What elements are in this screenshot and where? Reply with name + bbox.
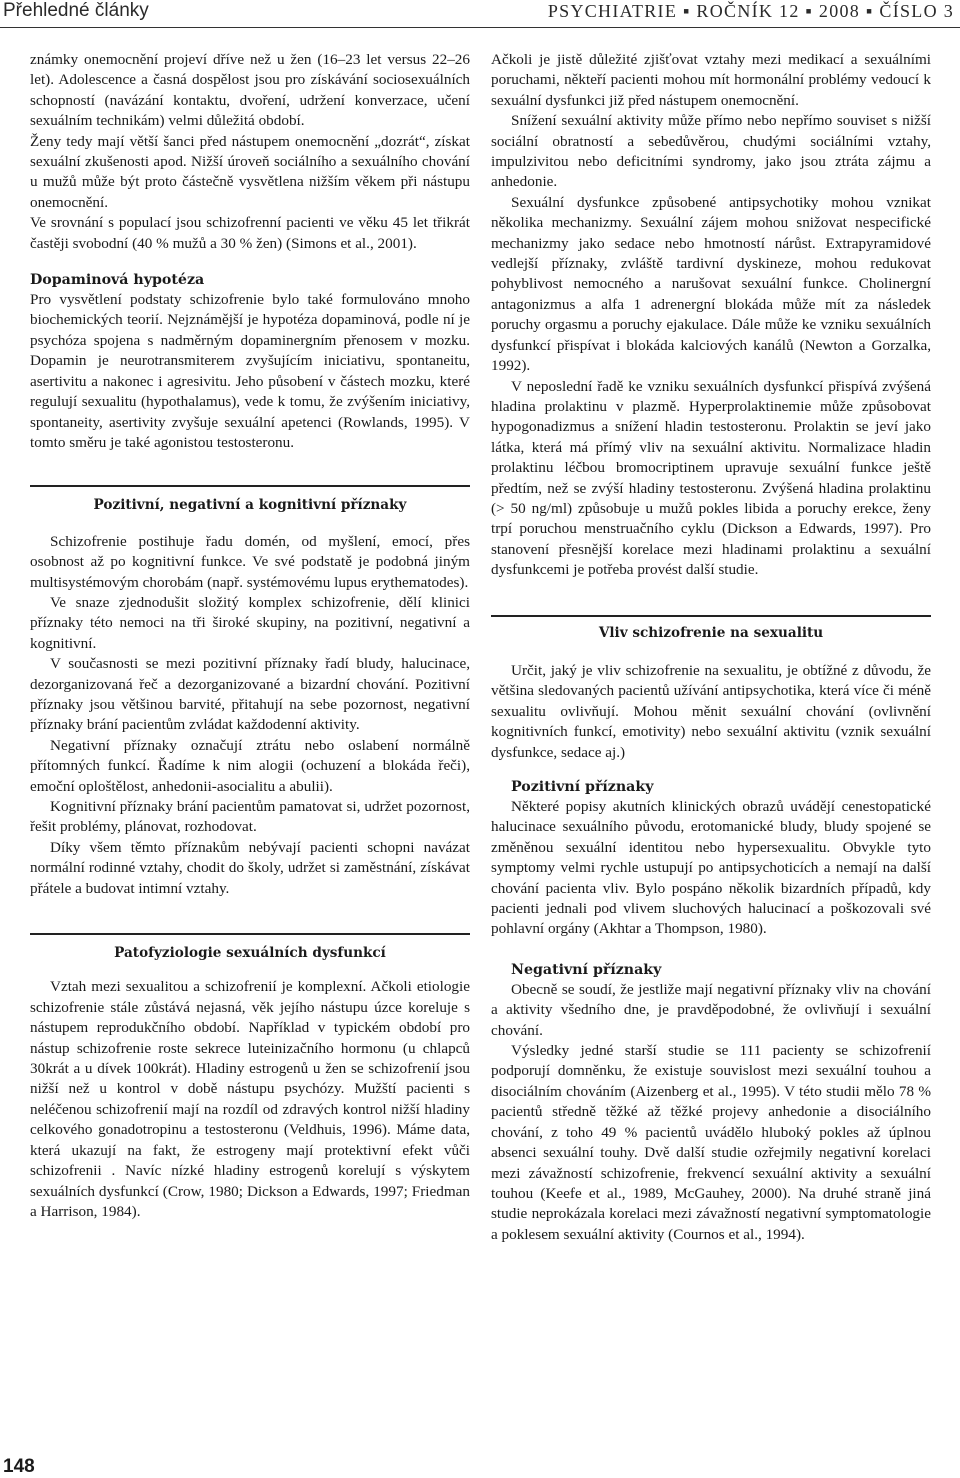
section-title-symptoms: Pozitivní, negativní a kognitivní příznaky	[93, 497, 407, 514]
paragraph: Pro vysvětlení podstaty schizofrenie bylo také formulováno mnoho biochemických teorií. Nejznámější je hypotéza dopaminová, podle ní je psychóza spojena s nadměrným dopaminergním přenosem v mozku. Dopamin je neurotransmiterem zvyšujícím iniciativu, spontaneitu, asertivitu a nakonec i agresivitu. Jeho působení v částech mozku, které regulují sexualitu (hypothalamus), vede k tomu, že zvýšením iniciativy, spontaneity, asertivity zvyšuje sexuální apetenci (Rowlands, 1995). V tomto směru je také agonistou testosteronu.	[30, 291, 470, 451]
paragraph: Ve srovnání s populací jsou schizofrenní pacienti ve věku 45 let třikrát častěji svobodní (40 % mužů a 30 % žen) (Simons et al., 2001).	[30, 214, 470, 252]
section-title-influence: Vliv schizofrenie na sexualitu	[598, 624, 824, 641]
paragraph: Díky všem těmto příznakům nebývají pacienti schopni navázat normální rodinné vztahy, chodit do školy, udržet si zaměstnání, získávat přátele a budovat intimní vztahy.	[30, 838, 470, 897]
paragraph: Obecně se soudí, že jestliže mají negativní příznaky vliv na chování a aktivity všedního dne, je pravděpodobné, že ovlivňují i sexuální chování.	[491, 980, 931, 1039]
subheading-positive: Pozitivní příznaky	[511, 779, 654, 795]
right-column	[491, 50, 931, 1245]
paragraph: Určit, jaký je vliv schizofrenie na sexualitu, je obtížné z důvodu, že většina sledovaných pacientů užívání antipsychotika, která více či méně sexualitu ovlivňují. Mohou měnit sexuální chování (ovlivnění kognitivních funkcí, emotivity) nebo sexuální aktivitu (vznik sexuální dysfunkce, sedace aj.)	[491, 661, 931, 761]
section-title-pathophysiology: Patofyziologie sexuálních dysfunkcí	[114, 945, 386, 962]
paragraph: Některé popisy akutních klinických obrazů uvádějí cenestopatické halucinace sexuálního původu, erotomanické bludy, bludy spojené se změněnou sexuální identitou nebo hypersexualitu. Obvykle tyto symptomy velmi rychle ustupují po antipsychoticích a nemají na další chování pacienta vliv. Bylo pospáno několik bizardních případů, kdy pacienti jednali pod vlivem sluchových halucinací a poškozovali své pohlavní orgány (Akhtar a Thompson, 1980).	[491, 798, 931, 938]
left-column	[30, 50, 470, 1222]
section-label: Přehledné články	[3, 0, 149, 21]
header-rule	[0, 27, 960, 28]
paragraph: Negativní příznaky označují ztrátu nebo oslabení normálně přítomných funkcí. Řadíme k nim alogii (ochuzení a blokáda řeči), emoční oploštělost, anhedonii-asocialitu a abulii).	[30, 736, 470, 795]
paragraph: známky onemocnění projeví dříve než u žen (16–23 let versus 22–26 let). Adolescence a časná dospělost jsou pro získávání sociosexuálních schopností (navázání kontaktu, dvoření, udržení konverzace, učení sexuálním technikám) velmi důležitá období.	[30, 51, 470, 130]
paragraph: V současnosti se mezi pozitivní příznaky řadí bludy, halucinace, dezorganizovaná řeč a dezorganizované a bizardní chování. Pozitivní příznaky jsou většinou barvité, přitahují na sebe pozornost, negativní příznaky brání pacientům zvládat každodenní aktivity.	[30, 655, 470, 734]
paragraph: Ačkoli je jistě důležité zjišťovat vztahy mezi medikací a sexuálními poruchami, někteří pacienti mohou mít hormonální problémy vedoucí k sexuální dysfunkci již před nástupem onemocnění.	[491, 51, 931, 109]
paragraph: Kognitivní příznaky brání pacientům pamatovat si, udržet pozornost, řešit problémy, plánovat, rozhodovat.	[30, 798, 470, 836]
paragraph: Schizofrenie postihuje řadu domén, od myšlení, emocí, přes osobnost až po kognitivní funkce. Ve své podstatě je podobná jiným multisystémovým chorobám (např. systémovému lupus erythematodes).	[30, 532, 470, 591]
paragraph: Snížení sexuální aktivity může přímo nebo nepřímo souviset s nižší sociální obratností a sebedůvěrou, chudými sociálními vztahy, impulzivitou nebo deficitními syndromy, jako jsou ztráta zájmu a anhedonie.	[491, 112, 931, 191]
section-heading-box	[491, 615, 931, 643]
page-number: 148	[3, 1456, 35, 1477]
journal-info: PSYCHIATRIE ▪ ROČNÍK 12 ▪ 2008 ▪ ČÍSLO 3	[547, 1, 954, 21]
page-header	[0, 0, 960, 26]
section-heading-box	[30, 485, 470, 515]
paragraph: Sexuální dysfunkce způsobené antipsychotiky mohou vznikat několika mechanizmy. Sexuální zájem mohou snižovat nespecifické mechanizmy jako sedace nebo hmotností nárůst. Extrapyramidové vedlejší příznaky, zvláště tardivní dyskineze, mohou redukovat pohyblivost nemocného a narušovat sexuální funkce. Cholinergní antagonizmus a alfa 1 adrenergní blokáda může mít za následek poruchy orgasmu a poruchy ejakulace. Dále může ke vzniku sexuálních dysfunkcí přispívat i blokáda kalciových kanálů (Newton a Gorzalka, 1992).	[491, 193, 931, 375]
subheading-dopamine: Dopaminová hypotéza	[30, 272, 205, 289]
paragraph: Ve snaze zjednodušit složitý komplex schizofrenie, dělí klinici příznaky této nemoci na tři široké skupiny, na pozitivní, negativní a kognitivní.	[30, 593, 470, 652]
paragraph: Výsledky jedné starší studie se 111 pacienty se schizofrenií podporují domněnku, že existuje souvislost mezi sexuální touhou a disociálním chováním (Aizenberg et al., 1995). V této studii mělo 78 % pacientů středně těžké až těžké projevy anhedonie a disociálního chování, z toho 49 % pacientů uvádělo hluboký pokles až úplnou absenci sexuální touhy. Dvě další studie ozřejmily negativní korelaci mezi závažností schizofrenie, frekvencí sexuální aktivity a sexuální touhou (Keefe et al., 1989, McGauhey, 2000). Na druhé straně jiná studie neprokázala korelaci mezi závažností negativní symptomatologie a poklesem sexuální aktivity (Cournos et al., 1994).	[491, 1042, 931, 1243]
section-heading-box	[30, 933, 470, 963]
paragraph: Ženy tedy mají větší šanci před nástupem onemocnění „dozrát“, získat sexuální zkušenosti apod. Nižší úroveň sociálního a sexuálního chování u mužů může být proto částečně vysvětlena nižším věkem při nástupu onemocnění.	[30, 132, 470, 211]
paragraph: Vztah mezi sexualitou a schizofrenií je komplexní. Ačkoli etiologie schizofrenie stále zůstává nejasná, věk jejího nástupu úzce koreluje s nástupem reprodukčního období. Například v typickém období pro nástup schizofrenie roste sekrece luteinizačního hormonu (u chlapců 30krát a u dívek 100krát). Hladiny estrogenů u žen se schizofrenií jsou nižší než u kontrol v době nástupu psychózy. Mužští pacienti s neléčenou schizofrenií mají na rozdíl od zdravých kontrol nižší hladiny celkového gonadotropinu a testosteronu (Veldhuis, 1996). Máme data, která ukazují na fakt, že estrogeny mají protektivní efekt vůči schizofrenii . Navíc nízké hladiny estrogenů korelují s výskytem sexuálních dysfunkcí (Crow, 1980; Dickson a Edwards, 1997; Friedman a Harrison, 1984).	[30, 978, 470, 1220]
paragraph: V neposlední řadě ke vzniku sexuálních dysfunkcí přispívá zvýšená hladina prolaktinu v plazmě. Hyperprolaktinemie může způsobovat hypogonadizmus a snížení hladin testosteronu. Prolaktin se jeví jako látka, která má přímý vliv na sexuální aktivitu. Normalizace hladin prolaktinu léčbou bromocriptinem upravuje sexuální funkce ještě předtím, než se zvýší hladiny testosteronu. Zvýšená hladina prolaktinu (> 50 ng/ml) způsobuje u mužů pokles libida a poruchy erekce, ženy trpí poruchou menstruačního cyklu (Dickson a Edwards, 1997). Pro stanovení přesnější korelace mezi hladinami prolaktinu a sexuální dysfunkcemi je potřeba provést další studie.	[491, 377, 931, 579]
subheading-negative: Negativní příznaky	[511, 961, 662, 978]
